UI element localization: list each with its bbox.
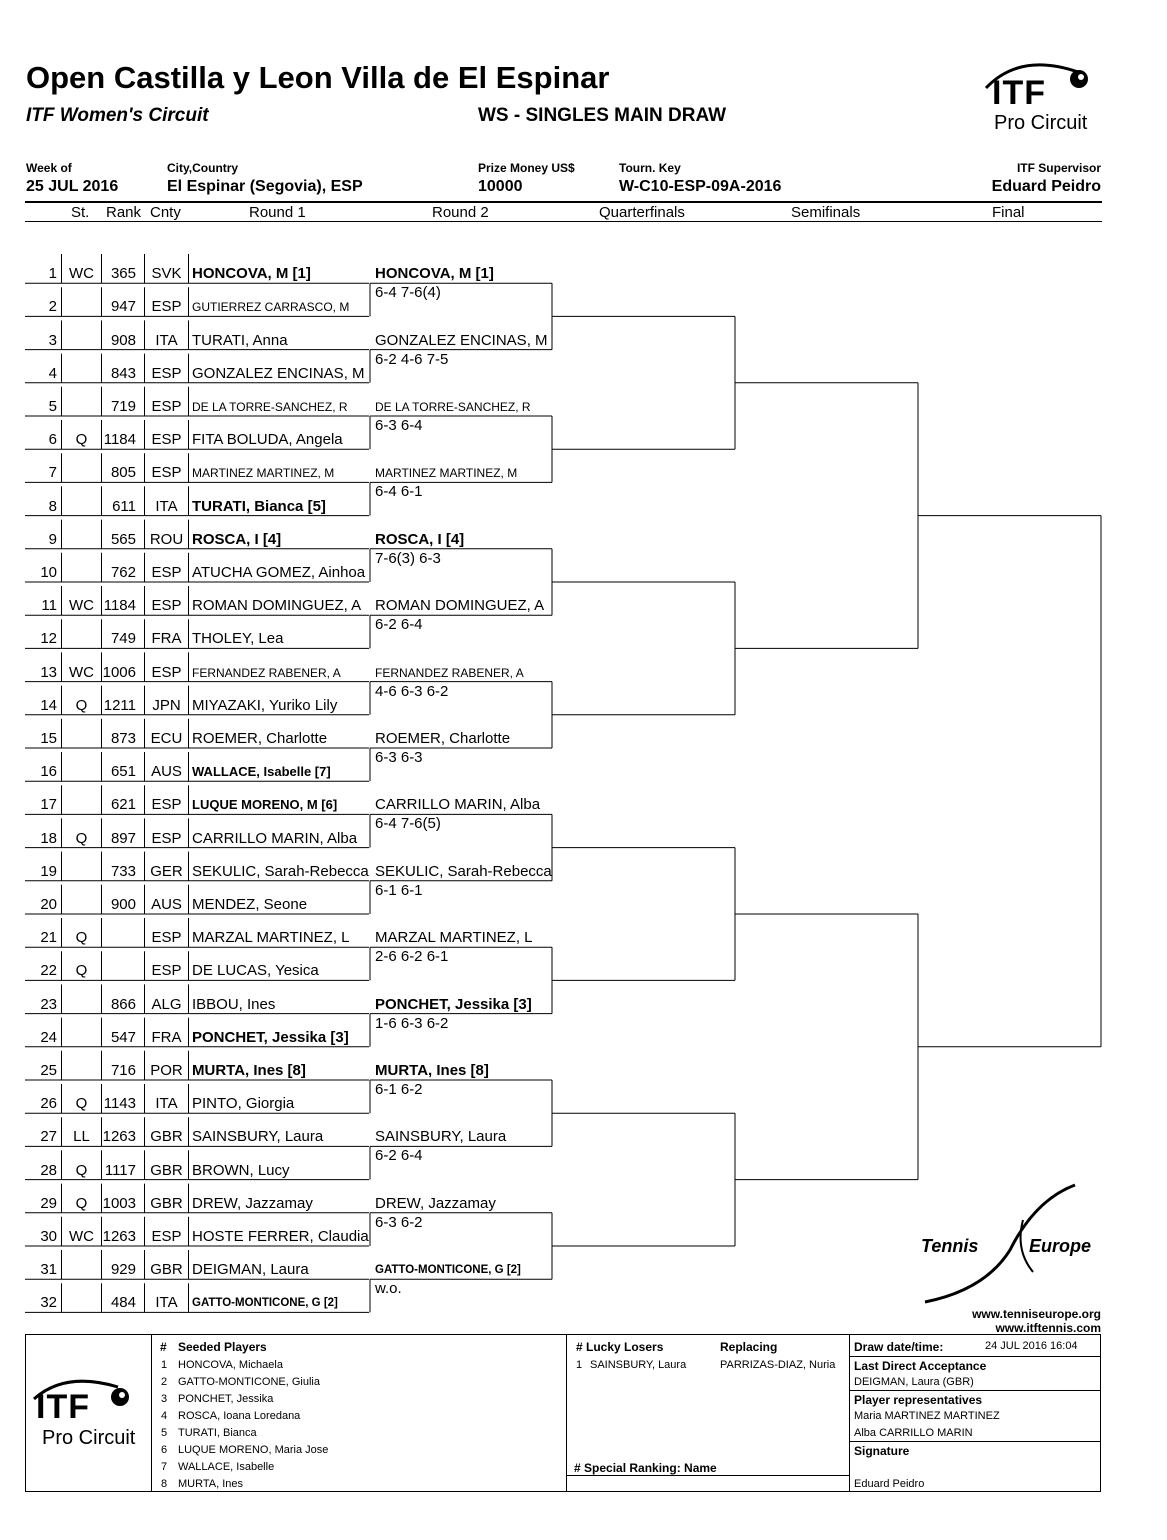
entry-status: Q	[75, 431, 88, 449]
draw-position: 5	[48, 397, 57, 415]
player-rank: 365	[110, 265, 136, 283]
col-quarterfinals: Quarterfinals	[599, 204, 685, 221]
draw-position: 23	[40, 995, 57, 1013]
footer-divider-1	[151, 1334, 152, 1492]
player-country: ESP	[151, 431, 182, 449]
seed-number: 6	[161, 1444, 168, 1456]
seeds-title: Seeded Players	[178, 1340, 267, 1354]
player-name[interactable]: SAINSBURY, Laura	[192, 1128, 324, 1146]
player-name[interactable]: BROWN, Lucy	[192, 1161, 290, 1179]
player-name[interactable]: MIYAZAKI, Yuriko Lily	[192, 696, 338, 714]
seed-name: PONCHET, Jessika	[178, 1393, 274, 1405]
draw-row	[0, 320, 1167, 353]
draw-row	[0, 453, 1167, 486]
player-country: ALG	[151, 995, 182, 1013]
ll-number: 1	[576, 1359, 583, 1371]
round2-winner[interactable]: SAINSBURY, Laura	[375, 1128, 507, 1146]
draw-row	[0, 749, 1167, 785]
round2-score: 6-3 6-3	[375, 749, 423, 766]
draw-position: 15	[40, 729, 57, 747]
city-label: City,Country	[167, 161, 239, 175]
draw-position: 26	[40, 1095, 57, 1113]
seed-number: 1	[161, 1359, 168, 1371]
draw-position: 6	[48, 431, 57, 449]
draw-date-label: Draw date/time:	[854, 1340, 944, 1354]
player-rank: 1117	[104, 1161, 136, 1179]
round2-winner[interactable]: MARZAL MARTINEZ, L	[375, 929, 533, 947]
draw-position: 22	[40, 962, 57, 980]
entry-status: Q	[75, 962, 88, 980]
col-semifinals: Semifinals	[791, 204, 861, 221]
seed-name: ROSCA, Ioana Loredana	[178, 1410, 301, 1422]
pro-circuit-text: Pro Circuit	[994, 112, 1088, 134]
player-name[interactable]: HOSTE FERRER, Claudia	[192, 1227, 369, 1245]
round2-score: 1-6 6-3 6-2	[375, 1014, 449, 1032]
itf-logo-bottom-text: ITF	[36, 1388, 90, 1426]
player-rank: 547	[110, 1028, 136, 1046]
itf-logo-bottom	[30, 1375, 145, 1455]
player-country: GBR	[150, 1261, 183, 1279]
player-country: ITA	[155, 1294, 178, 1312]
round2-winner[interactable]: HONCOVA, M [1]	[375, 265, 494, 283]
signature-value: Eduard Peidro	[854, 1478, 925, 1490]
player-rank: 719	[110, 397, 136, 415]
draw-row	[0, 785, 1167, 818]
player-country: ROU	[149, 530, 184, 548]
draw-position: 31	[40, 1261, 57, 1279]
entry-status: WC	[69, 1227, 94, 1245]
draw-row	[0, 1117, 1167, 1150]
draw-row	[0, 284, 1167, 320]
player-rank: 651	[110, 763, 136, 781]
week-value: 25 JUL 2016	[26, 178, 119, 195]
round2-winner[interactable]: CARRILLO MARIN, Alba	[375, 796, 541, 814]
player-name[interactable]: HONCOVA, M [1]	[192, 265, 311, 283]
draw-row	[0, 387, 1167, 420]
draw-position: 19	[40, 862, 57, 880]
col-round1: Round 1	[249, 204, 306, 221]
supervisor-label: ITF Supervisor	[1016, 161, 1101, 175]
player-country: ESP	[151, 397, 182, 415]
draw-position: 27	[40, 1128, 57, 1146]
player-name[interactable]: DE LA TORRE-SANCHEZ, R	[192, 399, 348, 414]
supervisor-value: Eduard Peidro	[991, 178, 1101, 195]
player-country: ESP	[151, 962, 182, 980]
draw-date-value: 24 JUL 2016 16:04	[985, 1340, 1078, 1352]
col-round2: Round 2	[432, 204, 489, 221]
player-rank: 947	[110, 298, 136, 316]
round2-winner[interactable]: ROEMER, Charlotte	[375, 730, 511, 747]
seed-name: WALLACE, Isabelle	[178, 1461, 275, 1473]
player-name[interactable]: IBBOU, Ines	[192, 995, 276, 1013]
player-name[interactable]: DE LUCAS, Yesica	[192, 962, 319, 980]
ll-replaced: PARRIZAS-DIAZ, Nuria	[720, 1359, 836, 1371]
seed-name: TURATI, Bianca	[178, 1427, 257, 1439]
reps-label: Player representatives	[854, 1393, 983, 1407]
player-rank: 908	[110, 331, 136, 349]
player-name[interactable]: GUTIERREZ CARRASCO, M	[192, 300, 350, 315]
round2-winner[interactable]: GATTO-MONTICONE, G [2]	[375, 1264, 521, 1277]
draw-position: 9	[48, 530, 57, 548]
seed-number: 5	[161, 1427, 168, 1439]
player-rank: 762	[110, 563, 136, 581]
draw-position: 32	[40, 1294, 57, 1312]
player-rank: 733	[110, 862, 136, 880]
player-name[interactable]: PINTO, Giorgia	[192, 1095, 295, 1113]
round2-score: 6-3 6-2	[375, 1213, 423, 1231]
player-country: ITA	[155, 1095, 178, 1113]
rep-1: Maria MARTINEZ MARTINEZ	[854, 1410, 1000, 1422]
ll-name: SAINSBURY, Laura	[590, 1359, 687, 1371]
player-name[interactable]: MURTA, Ines [8]	[192, 1061, 306, 1079]
entry-status: WC	[69, 663, 94, 681]
draw-row	[0, 984, 1167, 1017]
draw-position: 29	[40, 1194, 57, 1212]
draw-row	[0, 520, 1167, 553]
draw-row	[0, 719, 1167, 752]
prize-label: Prize Money US$	[478, 161, 575, 175]
draw-position: 7	[48, 464, 57, 482]
city-value: El Espinar (Segovia), ESP	[167, 178, 363, 195]
player-name[interactable]: FERNANDEZ RABENER, A	[192, 665, 341, 680]
player-rank: 900	[110, 895, 136, 913]
player-country: ESP	[151, 929, 182, 947]
player-name[interactable]: WALLACE, Isabelle [7]	[192, 764, 331, 780]
draw-row	[0, 586, 1167, 619]
draw-row	[0, 815, 1167, 851]
rep-2: Alba CARRILLO MARIN	[854, 1427, 973, 1439]
seed-number: 2	[161, 1376, 168, 1388]
round2-winner[interactable]: DREW, Jazzamay	[375, 1194, 496, 1212]
replacing-title: Replacing	[720, 1340, 778, 1354]
tennis-europe-logo	[915, 1180, 1105, 1308]
footer-divider-3	[849, 1334, 850, 1492]
draw-row	[0, 1014, 1167, 1051]
player-country: POR	[150, 1061, 183, 1079]
player-rank: 484	[110, 1294, 136, 1312]
round2-winner[interactable]: MARTINEZ MARTINEZ, M	[375, 466, 518, 481]
player-rank: 843	[110, 364, 136, 382]
player-name[interactable]: DEIGMAN, Laura	[192, 1261, 309, 1279]
player-country: ITA	[155, 497, 178, 515]
player-name[interactable]: GATTO-MONTICONE, G [2]	[192, 1297, 338, 1310]
player-name[interactable]: TURATI, Anna	[192, 331, 288, 349]
draw-name: WS - SINGLES MAIN DRAW	[478, 105, 727, 126]
url-itftennis[interactable]: www.itftennis.com	[995, 1321, 1101, 1335]
draw-position: 28	[40, 1161, 57, 1179]
player-rank: 1184	[103, 431, 136, 449]
seed-name: LUQUE MORENO, Maria Jose	[178, 1444, 329, 1456]
player-country: AUS	[151, 763, 182, 781]
draw-row	[0, 616, 1167, 652]
player-rank: 929	[110, 1261, 136, 1279]
player-rank: 873	[110, 729, 136, 747]
draw-position: 4	[48, 364, 57, 382]
draw-position: 17	[40, 796, 57, 814]
round2-winner[interactable]: GONZALEZ ENCINAS, M	[375, 331, 548, 349]
draw-position: 14	[40, 696, 57, 714]
seed-number: 4	[161, 1410, 168, 1422]
player-name[interactable]: ROEMER, Charlotte	[192, 729, 328, 747]
seed-name: MURTA, Ines	[178, 1478, 243, 1490]
round2-score: 7-6(3) 6-3	[375, 549, 441, 567]
tourn-key-value: W-C10-ESP-09A-2016	[619, 178, 782, 195]
player-name[interactable]: ATUCHA GOMEZ, Ainhoa	[192, 563, 366, 581]
player-country: ESP	[151, 298, 182, 316]
player-rank: 749	[110, 630, 136, 648]
entry-status: Q	[75, 696, 88, 714]
player-country: ESP	[151, 1227, 182, 1245]
draw-position: 25	[40, 1061, 57, 1079]
tournament-title: Open Castilla y Leon Villa de El Espinar	[26, 60, 610, 95]
draw-row	[0, 417, 1167, 453]
player-rank: 565	[110, 530, 136, 548]
player-name[interactable]: MARZAL MARTINEZ, L	[192, 929, 350, 947]
player-name[interactable]: TURATI, Bianca [5]	[192, 497, 326, 515]
prize-value: 10000	[478, 178, 523, 195]
player-name[interactable]: GONZALEZ ENCINAS, M	[192, 364, 365, 382]
player-name[interactable]: ROSCA, I [4]	[192, 530, 282, 548]
round2-winner[interactable]: PONCHET, Jessika [3]	[375, 995, 532, 1013]
player-rank: 1263	[102, 1128, 136, 1146]
footer-right-rule-1	[849, 1356, 1101, 1357]
draw-position: 16	[40, 763, 57, 781]
player-rank: 1211	[103, 696, 136, 714]
draw-position: 12	[40, 630, 57, 648]
player-country: ESP	[151, 464, 182, 482]
round2-winner[interactable]: DE LA TORRE-SANCHEZ, R	[375, 400, 531, 414]
player-rank: 866	[110, 995, 136, 1013]
player-rank: 897	[110, 829, 136, 847]
week-label: Week of	[26, 161, 72, 175]
signature-label: Signature	[854, 1444, 910, 1458]
round2-score: 6-4 7-6(4)	[375, 284, 441, 302]
player-country: ESP	[151, 796, 182, 814]
draw-position: 24	[40, 1028, 57, 1046]
round2-winner[interactable]: ROMAN DOMINGUEZ, A	[375, 597, 545, 615]
seed-number: 7	[161, 1461, 168, 1473]
player-country: GBR	[150, 1161, 183, 1179]
player-rank: 1003	[102, 1194, 136, 1212]
player-country: AUS	[151, 895, 182, 913]
draw-row	[0, 549, 1167, 586]
entry-status: Q	[75, 1194, 88, 1212]
draw-position: 3	[48, 331, 57, 349]
pro-circuit-bottom-text: Pro Circuit	[42, 1427, 136, 1449]
player-country: FRA	[151, 630, 182, 648]
draw-position: 11	[41, 597, 57, 615]
player-name[interactable]: DREW, Jazzamay	[192, 1194, 313, 1212]
entry-status: WC	[69, 265, 94, 283]
draw-row	[0, 350, 1167, 387]
draw-position: 2	[48, 298, 57, 316]
draw-position: 10	[40, 563, 57, 581]
player-rank: 805	[110, 464, 136, 482]
player-rank: 611	[112, 497, 136, 515]
seed-number: 3	[161, 1393, 168, 1405]
round2-score: w.o.	[375, 1280, 402, 1298]
draw-row	[0, 918, 1167, 951]
draw-row	[0, 852, 1167, 885]
seed-number: 8	[161, 1478, 168, 1490]
round2-score: 6-4 7-6(5)	[375, 815, 441, 833]
col-st: St.	[71, 204, 90, 221]
player-country: GBR	[150, 1194, 183, 1212]
draw-position: 1	[48, 265, 57, 283]
draw-row	[0, 1051, 1167, 1084]
draw-position: 13	[40, 663, 57, 681]
tourn-key-label: Tourn. Key	[619, 161, 681, 175]
entry-status: Q	[75, 1095, 88, 1113]
round2-score: 6-2 6-4	[375, 616, 423, 634]
player-rank: 1006	[102, 663, 136, 681]
player-name[interactable]: THOLEY, Lea	[192, 630, 284, 648]
player-rank: 1263	[102, 1227, 136, 1245]
round2-score: 6-2 6-4	[375, 1147, 423, 1165]
round2-score: 6-2 4-6 7-5	[375, 350, 449, 368]
special-ranking-title: # Special Ranking: Name	[574, 1461, 717, 1475]
player-name[interactable]: LUQUE MORENO, M [6]	[192, 797, 338, 813]
europe-word: Europe	[1029, 1236, 1092, 1256]
round2-winner[interactable]: FERNANDEZ RABENER, A	[375, 665, 524, 680]
player-country: ITA	[155, 331, 178, 349]
round2-score: 6-1 6-1	[375, 881, 423, 899]
footer-right-rule-2	[849, 1390, 1101, 1391]
round2-score: 6-4 6-1	[375, 483, 423, 501]
draw-row	[0, 254, 1167, 287]
player-rank: 1184	[103, 597, 136, 615]
player-country: ESP	[151, 563, 182, 581]
player-name[interactable]: MENDEZ, Seone	[192, 895, 308, 913]
entry-status: Q	[75, 929, 88, 947]
round2-score: 6-3 6-4	[375, 417, 423, 434]
player-name[interactable]: ROMAN DOMINGUEZ, A	[192, 597, 362, 615]
player-country: GER	[150, 862, 183, 880]
player-country: JPN	[152, 696, 181, 714]
draw-row	[0, 948, 1167, 984]
circuit-subtitle: ITF Women's Circuit	[26, 105, 209, 126]
lda-label: Last Direct Acceptance	[854, 1359, 987, 1373]
player-country: ESP	[151, 663, 182, 681]
player-rank: 1143	[103, 1095, 136, 1113]
col-rank: Rank	[106, 204, 142, 221]
entry-status: LL	[73, 1128, 90, 1146]
player-name[interactable]: PONCHET, Jessika [3]	[192, 1028, 349, 1046]
player-name[interactable]: FITA BOLUDA, Angela	[192, 431, 343, 449]
entry-status: Q	[75, 829, 88, 847]
player-country: FRA	[151, 1028, 182, 1046]
footer-sr-rule	[566, 1475, 849, 1476]
draw-position: 8	[48, 497, 57, 515]
player-country: ESP	[151, 829, 182, 847]
round2-winner[interactable]: SEKULIC, Sarah-Rebecca	[375, 862, 552, 880]
player-name[interactable]: CARRILLO MARIN, Alba	[192, 829, 358, 847]
draw-row	[0, 881, 1167, 918]
draw-position: 30	[40, 1227, 57, 1245]
tennis-word: Tennis	[921, 1236, 979, 1256]
player-country: ESP	[151, 597, 182, 615]
draw-position: 18	[40, 829, 57, 847]
round2-winner[interactable]: ROSCA, I [4]	[375, 530, 465, 548]
seed-name: GATTO-MONTICONE, Giulia	[178, 1376, 320, 1388]
round2-score: 6-1 6-2	[375, 1081, 423, 1098]
entry-status: WC	[69, 597, 94, 615]
draw-row	[0, 652, 1167, 685]
player-country: ECU	[150, 729, 183, 747]
col-cnty: Cnty	[150, 204, 181, 221]
round2-score: 4-6 6-3 6-2	[375, 682, 449, 700]
lda-value: DEIGMAN, Laura (GBR)	[854, 1376, 974, 1388]
draw-row	[0, 1147, 1167, 1183]
seed-name: HONCOVA, Michaela	[178, 1359, 283, 1371]
seeds-hash: #	[160, 1340, 167, 1354]
player-country: SVK	[151, 265, 182, 283]
player-name[interactable]: SEKULIC, Sarah-Rebecca	[192, 862, 369, 880]
draw-row	[0, 682, 1167, 719]
player-rank: 621	[110, 796, 136, 814]
round2-score: 2-6 6-2 6-1	[375, 948, 449, 966]
footer-divider-2	[566, 1334, 567, 1492]
player-country: GBR	[150, 1128, 183, 1146]
draw-row	[0, 1081, 1167, 1117]
player-name[interactable]: MARTINEZ MARTINEZ, M	[192, 466, 335, 481]
entry-status: Q	[75, 1161, 88, 1179]
draw-row	[0, 483, 1167, 519]
draw-position: 21	[40, 929, 57, 947]
itf-logo-text: ITF	[992, 74, 1046, 112]
player-country: ESP	[151, 364, 182, 382]
footer-right-rule-3	[849, 1441, 1101, 1442]
draw-position: 20	[40, 895, 57, 913]
lucky-losers-title: # Lucky Losers	[576, 1340, 664, 1354]
url-tenniseurope[interactable]: www.tenniseurope.org	[972, 1307, 1101, 1321]
round2-winner[interactable]: MURTA, Ines [8]	[375, 1062, 489, 1079]
player-rank: 716	[110, 1061, 136, 1079]
col-final: Final	[992, 204, 1025, 221]
